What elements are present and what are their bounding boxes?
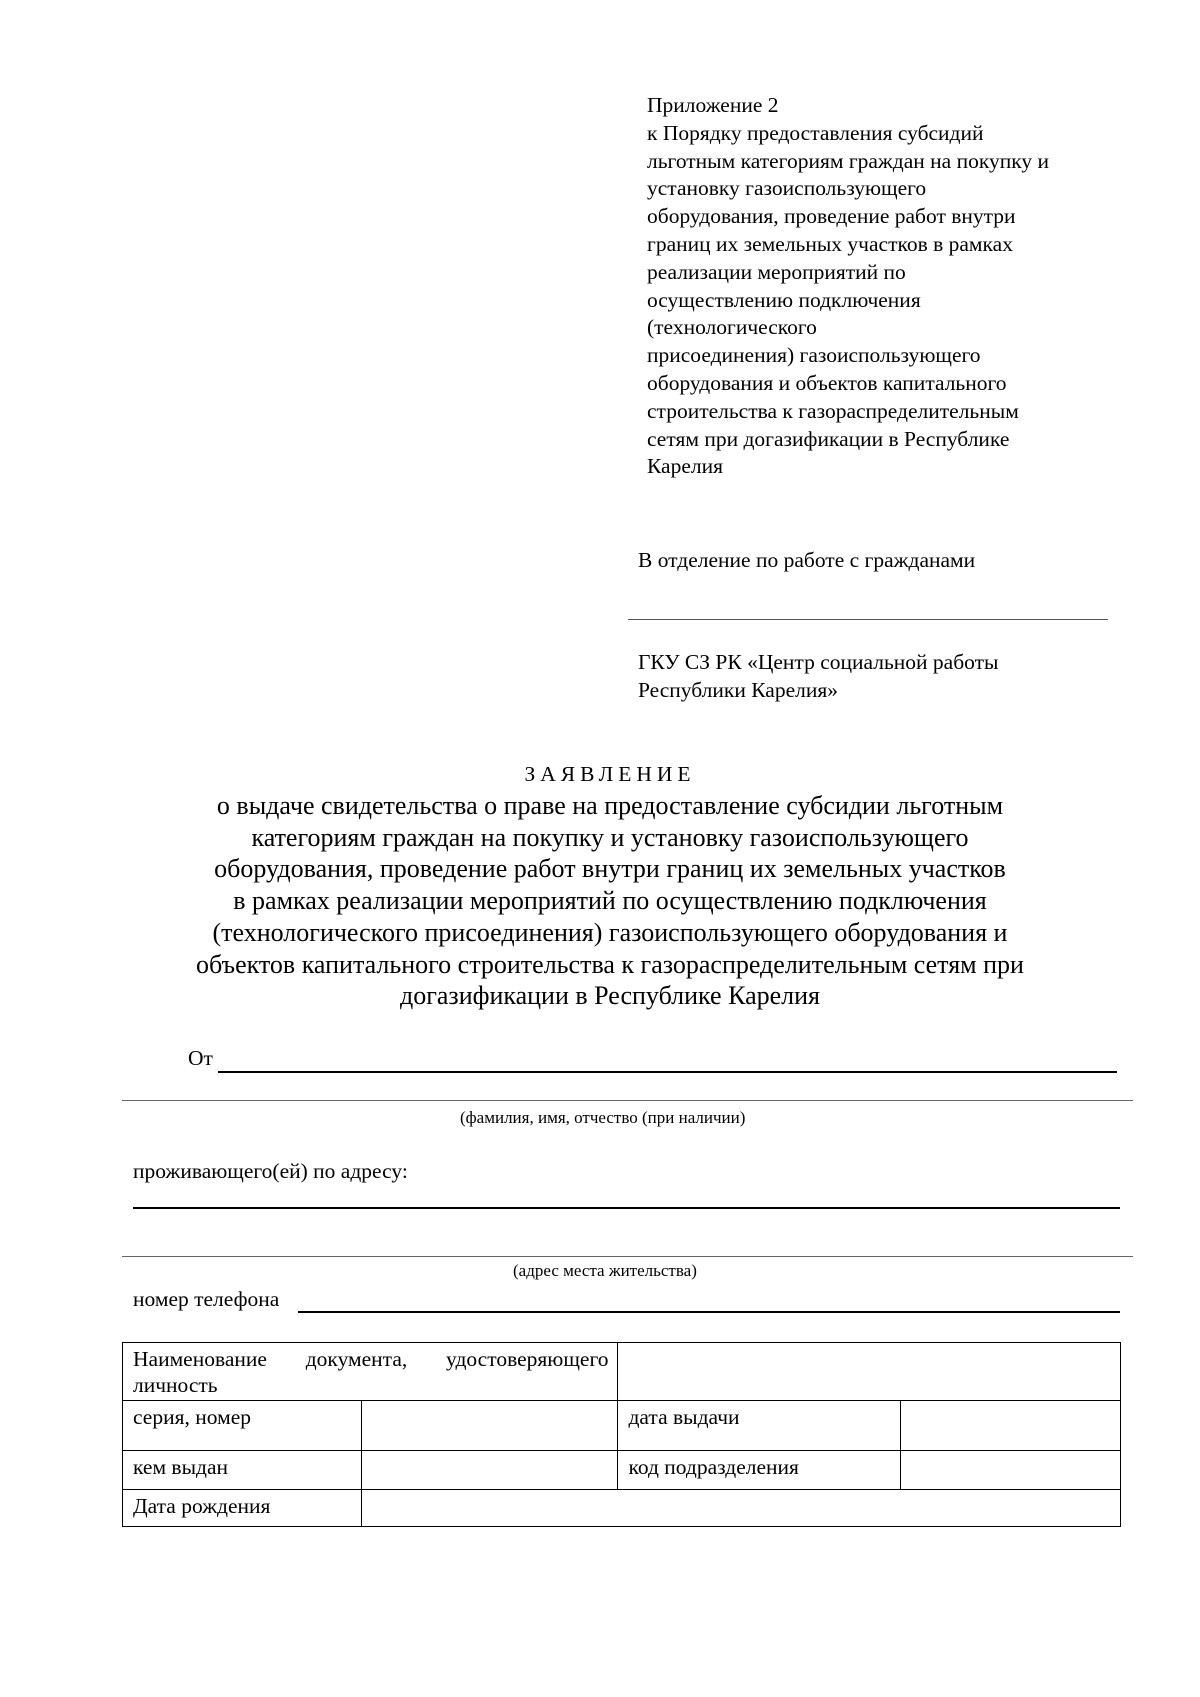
table-row bbox=[123, 1490, 1121, 1527]
series-number-label: серия, номер bbox=[123, 1401, 362, 1451]
table-row bbox=[123, 1451, 1121, 1490]
table-row bbox=[123, 1401, 1121, 1451]
fio-input-line-2[interactable] bbox=[122, 1100, 1133, 1101]
phone-input-line[interactable] bbox=[298, 1311, 1120, 1313]
issued-by-label: кем выдан bbox=[123, 1451, 362, 1490]
table-row bbox=[123, 1343, 1121, 1401]
phone-label: номер телефона bbox=[133, 1287, 280, 1311]
from-label: От bbox=[188, 1046, 213, 1070]
birth-date-label: Дата рождения bbox=[123, 1490, 362, 1527]
issue-date-cell[interactable] bbox=[901, 1401, 1121, 1451]
doc-name-cell[interactable] bbox=[618, 1343, 1121, 1401]
doc-name-label: Наименование документа, удостоверяющего личность bbox=[123, 1343, 618, 1401]
fio-caption: (фамилия, имя, отчество (при наличии) bbox=[460, 1108, 746, 1127]
fio-input-line[interactable] bbox=[218, 1071, 1117, 1073]
issued-by-cell[interactable] bbox=[361, 1451, 618, 1490]
address-caption: (адрес места жительства) bbox=[513, 1261, 697, 1280]
series-number-cell[interactable] bbox=[361, 1401, 618, 1451]
address-input-line-2[interactable] bbox=[122, 1256, 1133, 1257]
division-code-label: код подразделения bbox=[618, 1451, 901, 1490]
document-subtitle: о выдаче свидетельства о праве на предоставление субсидии льготным категориям граждан на покупку и установку газоиспользующего оборудования, проведение работ внутри границ их земельных участков в рамках реализации мероприятий по осуществлению подключения (технологического присоединения) газоиспользующего оборудования и объектов капитального строительства к газораспределительным сетям при догазификации в Республике Карелия bbox=[196, 791, 1024, 1011]
address-input-line[interactable] bbox=[133, 1207, 1120, 1209]
birth-date-cell[interactable] bbox=[361, 1490, 1120, 1527]
address-label: проживающего(ей) по адресу: bbox=[133, 1159, 408, 1183]
identity-document-table bbox=[122, 1342, 1121, 1527]
division-code-cell[interactable] bbox=[901, 1451, 1121, 1490]
recipient-organization: ГКУ СЗ РК «Центр социальной работы Республики Карелия» bbox=[638, 650, 999, 702]
appendix-header: Приложение 2 к Порядку предоставления субсидий льготным категориям граждан на покупку и установку газоиспользующего оборудования, проведение работ внутри границ их земельных участков в рамках реализации мероприятий по осуществлению подключения (технологического присоединения) газоиспользующего оборудования и объектов капитального строительства к газораспределительным сетям при догазификации в Республике Карелия bbox=[647, 93, 1049, 479]
recipient-blank-line bbox=[628, 619, 1108, 620]
document-title: ЗАЯВЛЕНИЕ bbox=[524, 762, 696, 786]
issue-date-label: дата выдачи bbox=[618, 1401, 901, 1451]
recipient-department: В отделение по работе с гражданами bbox=[638, 548, 976, 572]
